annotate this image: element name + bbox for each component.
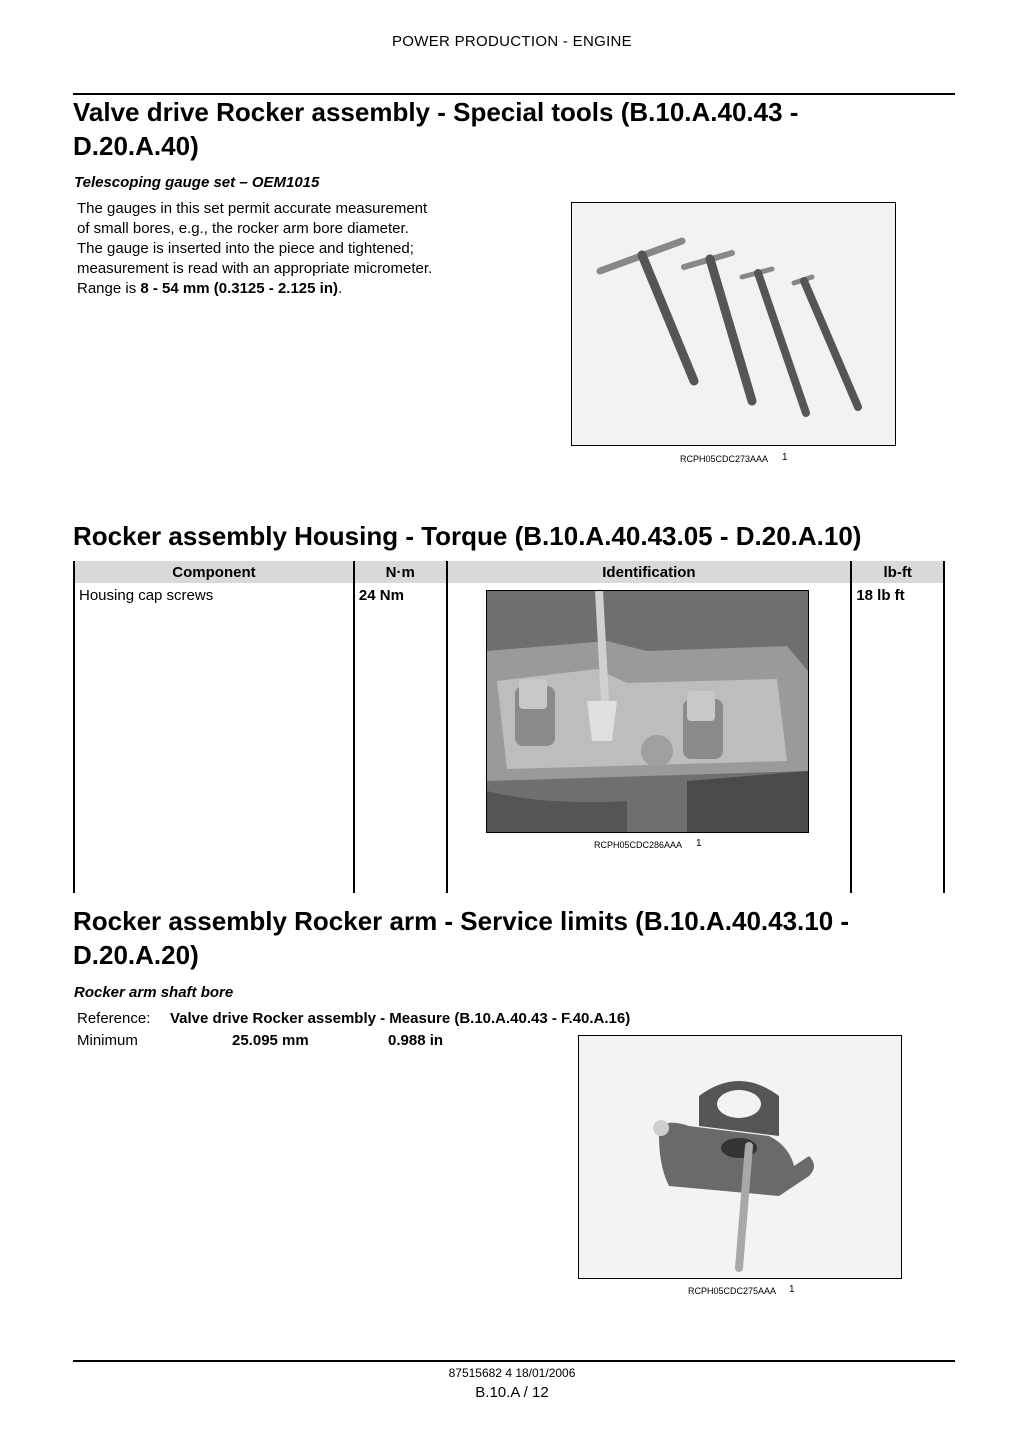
description-line: The gauges in this set permit accurate measurement: [77, 200, 428, 217]
title-line-1: Valve drive Rocker assembly - Special tools (B.10.A.40.43 -: [73, 97, 799, 127]
range-line: [77, 279, 527, 299]
reference-label: Reference:: [77, 1010, 151, 1027]
figure-code: RCPH05CDC286AAA: [594, 840, 683, 850]
page-header: POWER PRODUCTION - ENGINE: [391, 33, 632, 50]
rocker-arm-photo: [578, 1035, 902, 1279]
column-header-lbft: lb-ft: [851, 561, 944, 583]
telescoping-gauge-photo: [571, 202, 896, 446]
column-header-nm: N·m: [354, 561, 447, 583]
footer-page-number: B.10.A / 12: [475, 1384, 549, 1401]
reference-link[interactable]: Valve drive Rocker assembly - Measure (B.10.A.40.43 - F.40.A.16): [170, 1010, 631, 1027]
tool-subtitle: Telescoping gauge set – OEM1015: [74, 174, 320, 191]
minimum-label: Minimum: [77, 1032, 138, 1049]
section-torque-title: Rocker assembly Housing - Torque (B.10.A.40.43.05 - D.20.A.10): [73, 521, 862, 551]
table-header-row: [74, 561, 944, 583]
section-special-tools-title: [73, 95, 953, 163]
minimum-mm: 25.095 mm: [232, 1032, 309, 1049]
description-line: measurement is read with an appropriate micrometer.: [77, 260, 433, 277]
section-service-limits-title: [73, 904, 953, 972]
range-prefix: Range is: [77, 280, 141, 297]
cell-lbft: 18 lb ft: [851, 583, 944, 893]
range-value: 8 - 54 mm (0.3125 - 2.125 in): [140, 280, 338, 297]
minimum-in: 0.988 in: [388, 1032, 444, 1049]
figure-number: 1: [696, 838, 702, 849]
figure-code: RCPH05CDC273AAA: [680, 454, 769, 464]
footer-doc-line: 87515682 4 18/01/2006: [448, 1366, 576, 1380]
figure-code: RCPH05CDC275AAA: [688, 1286, 777, 1296]
rocker-housing-photo: [486, 590, 809, 833]
title-line-2: D.20.A.20): [73, 940, 199, 970]
description-line: The gauge is inserted into the piece and tightened;: [77, 240, 414, 257]
figure-number: 1: [789, 1284, 795, 1295]
column-header-component: Component: [74, 561, 354, 583]
cell-component: Housing cap screws: [74, 583, 354, 893]
tool-description: [77, 199, 527, 299]
service-subtitle: Rocker arm shaft bore: [74, 984, 234, 1001]
footer-rule: [73, 1360, 955, 1362]
figure-number: 1: [782, 452, 788, 463]
title-line-2: D.20.A.40): [73, 131, 199, 161]
description-line: of small bores, e.g., the rocker arm bore diameter.: [77, 220, 409, 237]
column-header-identification: Identification: [447, 561, 852, 583]
range-suffix: .: [337, 280, 343, 297]
cell-nm: 24 Nm: [354, 583, 447, 893]
title-line-1: Rocker assembly Rocker arm - Service limits (B.10.A.40.43.10 -: [73, 906, 850, 936]
